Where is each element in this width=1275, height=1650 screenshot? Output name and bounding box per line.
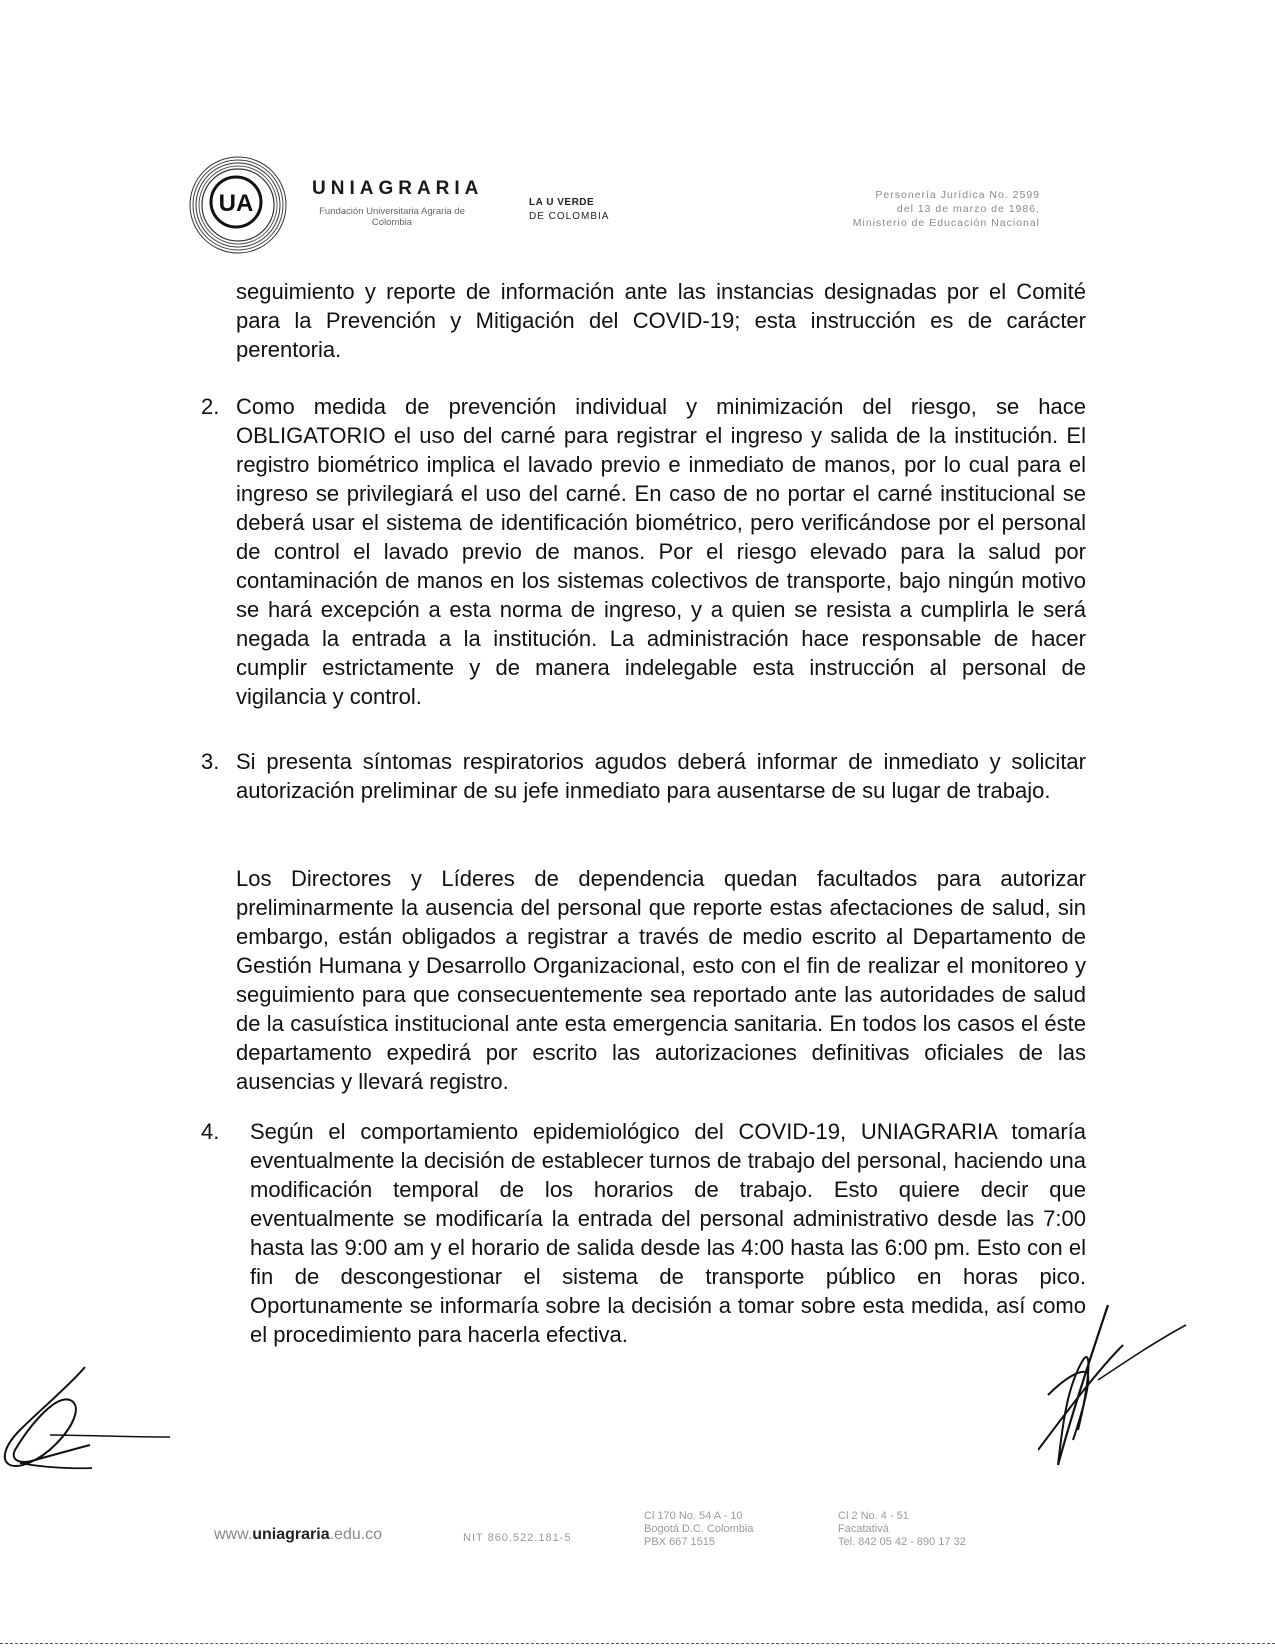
uniagraria-logo-icon xyxy=(188,155,288,255)
footer-address-bogota: Cl 170 No. 54 A - 10 Bogotá D.C. Colombia PBX 667 1515 xyxy=(644,1510,754,1548)
item-3-paragraph-2: Los Directores y Líderes de dependencia quedan facultados para autorizar preliminarmente la ausencia del personal que reporte estas afectaciones de salud, sin embargo, están obligados a registrar a través de medio escrito al Departamento de Gestión Humana y Desarrollo Organizacional, esto con el fin de realizar el monitoreo y seguimiento para que consecuentemente sea reportado ante las autoridades de salud de la casuística institucional ante esta emergencia sanitaria. En todos los casos el éste departamento expedirá por escrito las autorizaciones definitivas oficiales de las ausencias y llevará registro. xyxy=(236,866,1086,1094)
legal-line3: Ministerio de Educación Nacional xyxy=(852,217,1040,229)
legal-line2: del 13 de marzo de 1986, xyxy=(896,203,1040,215)
brand-name: UNIAGRARIA xyxy=(312,178,484,199)
item-3-number: 3. xyxy=(201,749,220,774)
item-2-number: 2. xyxy=(201,394,220,419)
tagline-line2: DE COLOMBIA xyxy=(529,211,610,222)
item-4-number: 4. xyxy=(201,1119,220,1144)
legal-line1: Personería Jurídica No. 2599 xyxy=(875,189,1040,201)
signature-right-icon xyxy=(1038,1300,1188,1470)
footer-address-facatativa: Cl 2 No. 4 - 51 Facatativá Tel. 842 05 42 - 890 17 32 xyxy=(838,1510,966,1548)
svg-text:UA: UA xyxy=(218,190,254,217)
intro-paragraph: seguimiento y reporte de información ante las instancias designadas por el Comité para la Prevención y Mitigación del COVID-19; esta instrucción es de carácter perentoria. xyxy=(236,279,1086,362)
footer-nit: NIT 860.522.181-5 xyxy=(463,1532,572,1544)
item-3-paragraph: Si presenta síntomas respiratorios agudos deberá informar de inmediato y solicitar autorización preliminar de su jefe inmediato para ausentarse de su lugar de trabajo. xyxy=(236,749,1086,803)
tagline-line1: LA U VERDE xyxy=(529,197,595,208)
bottom-divider xyxy=(0,1643,1275,1645)
item-4-paragraph: Según el comportamiento epidemiológico del COVID-19, UNIAGRARIA tomaría eventualmente la decisión de establecer turnos de trabajo del personal, haciendo una modificación temporal de los horarios de trabajo. Esto quiere decir que eventualmente se modificaría la entrada del personal administrativo desde las 7:00 hasta las 9:00 am y el horario de salida desde las 4:00 hasta las 6:00 pm. Esto con el fin de descongestionar el sistema de transporte público en horas pico. Oportunamente se informaría sobre la decisión a tomar sobre esta medida, así como el procedimiento para hacerla efectiva. xyxy=(250,1119,1086,1347)
item-2-paragraph: Como medida de prevención individual y minimización del riesgo, se hace OBLIGATORIO el uso del carné para registrar el ingreso y salida de la institución. El registro biométrico implica el lavado previo e inmediato de manos, por lo cual para el ingreso se privilegiará el uso del carné. En caso de no portar el carné institucional se deberá usar el sistema de identificación biométrico, pero verificándose por el personal de control el lavado previo de manos. Por el riesgo elevado para la salud por contaminación de manos en los sistemas colectivos de transporte, bajo ningún motivo se hará excepción a esta norma de ingreso, y a quien se resista a cumplirla le será negada la entrada a la institución. La administración hace responsable de hacer cumplir estrictamente y de manera indelegable esta instrucción al personal de vigilancia y control. xyxy=(236,394,1086,709)
legal-notice xyxy=(853,188,1040,230)
tagline xyxy=(529,196,609,224)
signature-left-icon xyxy=(0,1365,180,1475)
brand-subtitle: Fundación Universitaria Agraria de Colombia xyxy=(319,206,465,228)
footer-website: www.uniagraria.edu.co xyxy=(214,1526,383,1543)
brand-block xyxy=(312,178,483,228)
